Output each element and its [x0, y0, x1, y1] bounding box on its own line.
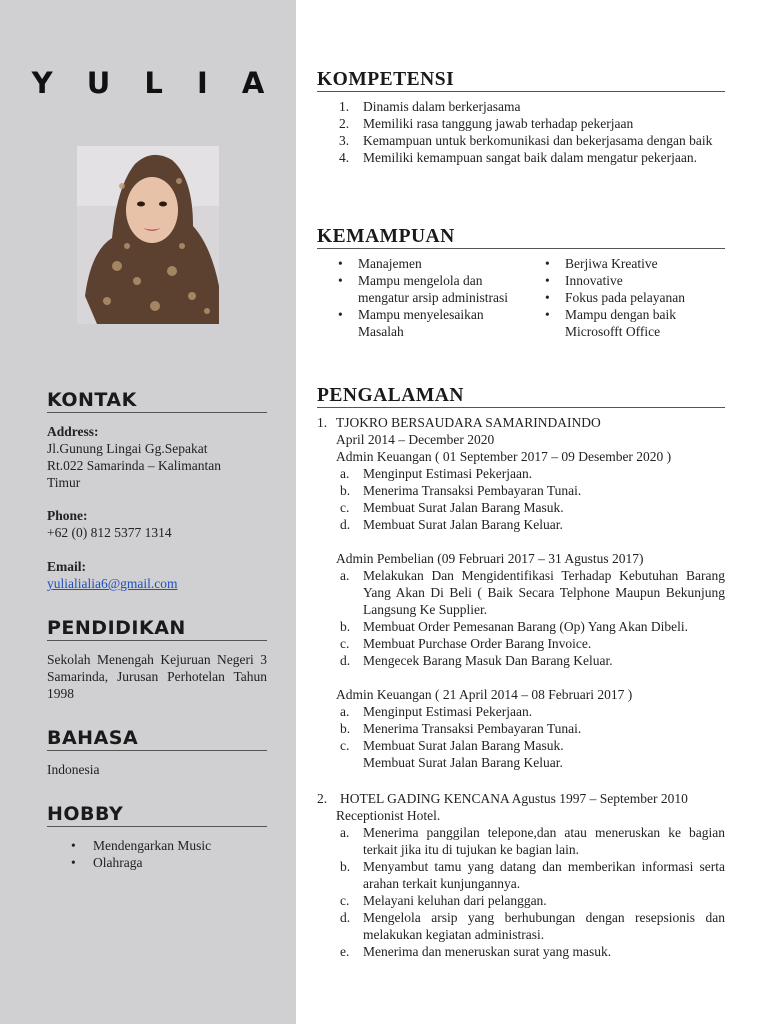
- item-letter: d.: [340, 653, 351, 668]
- item-text: Memiliki rasa tanggung jawab terhadap pekerjaan: [363, 116, 634, 131]
- item-text: Menerima panggilan telepone,dan atau meneruskan ke bagian terkait jika itu di tujukan ke bagian lain.: [363, 825, 725, 857]
- address-line: Timur: [47, 475, 81, 490]
- job-role: Admin Pembelian (09 Februari 2017 – 31 Agustus 2017): [336, 551, 644, 566]
- hobby-list: [47, 837, 267, 871]
- job-company: TJOKRO BERSAUDARA SAMARINDAINDO: [336, 415, 601, 430]
- bahasa-heading: BAHASA: [47, 730, 267, 751]
- list-item: • Mampu dengan baik Microsofft Office: [529, 306, 725, 340]
- item-letter: b.: [340, 859, 351, 874]
- item-letter: a.: [340, 466, 350, 481]
- list-item: [317, 149, 725, 166]
- kontak-heading: KONTAK: [47, 392, 267, 413]
- pengalaman-section: [317, 387, 725, 960]
- role-duties-list: [317, 703, 725, 771]
- job-number: 1.: [317, 415, 328, 430]
- item-text: Menerima Transaksi Pembayaran Tunai.: [363, 721, 582, 736]
- item-number: 1.: [339, 99, 350, 114]
- kompetensi-heading: KOMPETENSI: [317, 71, 725, 92]
- list-item: [317, 754, 725, 771]
- profile-photo: [77, 146, 219, 324]
- list-item: • Innovative: [529, 272, 725, 289]
- list-item: • Mampu mengelola dan mengatur arsip administrasi: [317, 272, 529, 306]
- item-number: 3.: [339, 133, 350, 148]
- item-letter: a.: [340, 825, 350, 840]
- job-company: HOTEL GADING KENCANA Agustus 1997 – September 2010: [340, 791, 688, 806]
- list-item: [317, 652, 725, 669]
- kompetensi-list: [317, 98, 725, 166]
- item-letter: c.: [340, 636, 350, 651]
- kemampuan-section: [317, 228, 725, 340]
- item-text: Dinamis dalam berkerjasama: [363, 99, 521, 114]
- list-item: [317, 858, 725, 892]
- kemampuan-heading: KEMAMPUAN: [317, 228, 725, 249]
- item-text: Melakukan Dan Mengidentifikasi Terhadap Kebutuhan Barang Yang Akan Di Beli ( Baik Secara Telphone Maupun Bekunjung Langsung Ke Supplier.: [363, 568, 725, 617]
- item-letter: d.: [340, 910, 351, 925]
- item-letter: c.: [340, 893, 350, 908]
- list-item: • Berjiwa Kreative: [529, 255, 725, 272]
- item-text: Mengecek Barang Masuk Dan Barang Keluar.: [363, 653, 613, 668]
- list-item: [317, 465, 725, 482]
- item-letter: b.: [340, 483, 351, 498]
- item-letter: a.: [340, 568, 350, 583]
- address-label: Address:: [47, 424, 99, 439]
- kemampuan-right-list: [529, 255, 725, 340]
- item-number: 2.: [339, 116, 350, 131]
- person-portrait-icon: [77, 146, 219, 324]
- sidebar: [0, 0, 296, 1024]
- list-item: [317, 499, 725, 516]
- list-item: • Manajemen: [317, 255, 529, 272]
- item-text: Membuat Surat Jalan Barang Masuk.: [363, 500, 564, 515]
- item-text: Menerima Transaksi Pembayaran Tunai.: [363, 483, 582, 498]
- candidate-name: Y U L I A: [31, 66, 277, 100]
- email-label: Email:: [47, 559, 86, 574]
- job-period: April 2014 – December 2020: [336, 432, 495, 447]
- phone-value: +62 (0) 812 5377 1314: [47, 525, 172, 540]
- list-item: [317, 909, 725, 943]
- item-letter: e.: [340, 944, 350, 959]
- email-link[interactable]: yulialialia6@gmail.com: [47, 576, 178, 591]
- list-item: • Mendengarkan Music: [93, 837, 267, 854]
- kemampuan-left-list: [317, 255, 529, 340]
- list-item: • Olahraga: [93, 854, 267, 871]
- list-item: [317, 98, 725, 115]
- kompetensi-section: [317, 71, 725, 166]
- list-item: • Mampu menyelesaikan Masalah: [317, 306, 529, 340]
- item-text: Membuat Surat Jalan Barang Masuk.: [363, 738, 564, 753]
- job-entry: [317, 790, 725, 824]
- list-item: [317, 635, 725, 652]
- item-text: Membuat Surat Jalan Barang Keluar.: [363, 755, 563, 770]
- list-item: [317, 943, 725, 960]
- pengalaman-heading: PENGALAMAN: [317, 387, 725, 408]
- item-text: Membuat Surat Jalan Barang Keluar.: [363, 517, 563, 532]
- job-entry: [317, 414, 725, 465]
- item-letter: b.: [340, 721, 351, 736]
- pendidikan-section: [47, 617, 267, 702]
- item-text: Melayani keluhan dari pelanggan.: [363, 893, 547, 908]
- pendidikan-heading: PENDIDIKAN: [47, 620, 267, 641]
- item-text: Membuat Purchase Order Barang Invoice.: [363, 636, 592, 651]
- role-duties-list: [317, 824, 725, 960]
- list-item: [317, 737, 725, 754]
- item-text: Mengelola arsip yang berhubungan dengan resepsionis dan melakukan kegiatan administrasi.: [363, 910, 725, 942]
- bahasa-section: [47, 727, 267, 778]
- kemampuan-left: [317, 255, 529, 340]
- hobby-section: [47, 803, 267, 871]
- phone-label: Phone:: [47, 508, 88, 523]
- item-letter: d.: [340, 517, 351, 532]
- address-line: Jl.Gunung Lingai Gg.Sepakat: [47, 441, 208, 456]
- list-item: [317, 132, 725, 149]
- job-number: 2.: [317, 791, 328, 806]
- list-item: [317, 567, 725, 618]
- list-item: [317, 703, 725, 720]
- bahasa-text: Indonesia: [47, 762, 100, 777]
- item-text: Memiliki kemampuan sangat baik dalam mengatur pekerjaan.: [363, 150, 698, 165]
- item-text: Menerima dan meneruskan surat yang masuk.: [363, 944, 612, 959]
- item-letter: a.: [340, 704, 350, 719]
- list-item: [317, 482, 725, 499]
- list-item: [317, 115, 725, 132]
- list-item: [317, 720, 725, 737]
- hobby-heading: HOBBY: [47, 806, 267, 827]
- address-line: Rt.022 Samarinda – Kalimantan: [47, 458, 221, 473]
- list-item: • Fokus pada pelayanan: [529, 289, 725, 306]
- job-role: Admin Keuangan ( 01 September 2017 – 09 Desember 2020 ): [336, 449, 672, 464]
- item-letter: b.: [340, 619, 351, 634]
- kemampuan-right: [529, 255, 725, 340]
- item-text: Membuat Order Pemesanan Barang (Op) Yang Akan Dibeli.: [363, 619, 689, 634]
- list-item: [317, 516, 725, 533]
- list-item: [317, 618, 725, 635]
- job-role: Receptionist Hotel.: [336, 808, 441, 823]
- pendidikan-text: Sekolah Menengah Kejuruan Negeri 3 Samarinda, Jurusan Perhotelan Tahun 1998: [47, 652, 267, 701]
- list-item: [317, 892, 725, 909]
- item-text: Kemampuan untuk berkomunikasi dan bekerjasama dengan baik: [363, 133, 713, 148]
- kontak-section: [47, 389, 267, 592]
- role-duties-list: [317, 465, 725, 533]
- item-text: Menginput Estimasi Pekerjaan.: [363, 704, 533, 719]
- item-letter: c.: [340, 500, 350, 515]
- item-text: Menyambut tamu yang datang dan memberikan informasi serta arahan terkait kunjungannya.: [363, 859, 725, 891]
- item-number: 4.: [339, 150, 350, 165]
- item-text: Menginput Estimasi Pekerjaan.: [363, 466, 533, 481]
- list-item: [317, 824, 725, 858]
- kemampuan-columns: [317, 255, 725, 340]
- role-duties-list: [317, 567, 725, 669]
- job-role: Admin Keuangan ( 21 April 2014 – 08 Februari 2017 ): [336, 687, 633, 702]
- item-letter: c.: [340, 738, 350, 753]
